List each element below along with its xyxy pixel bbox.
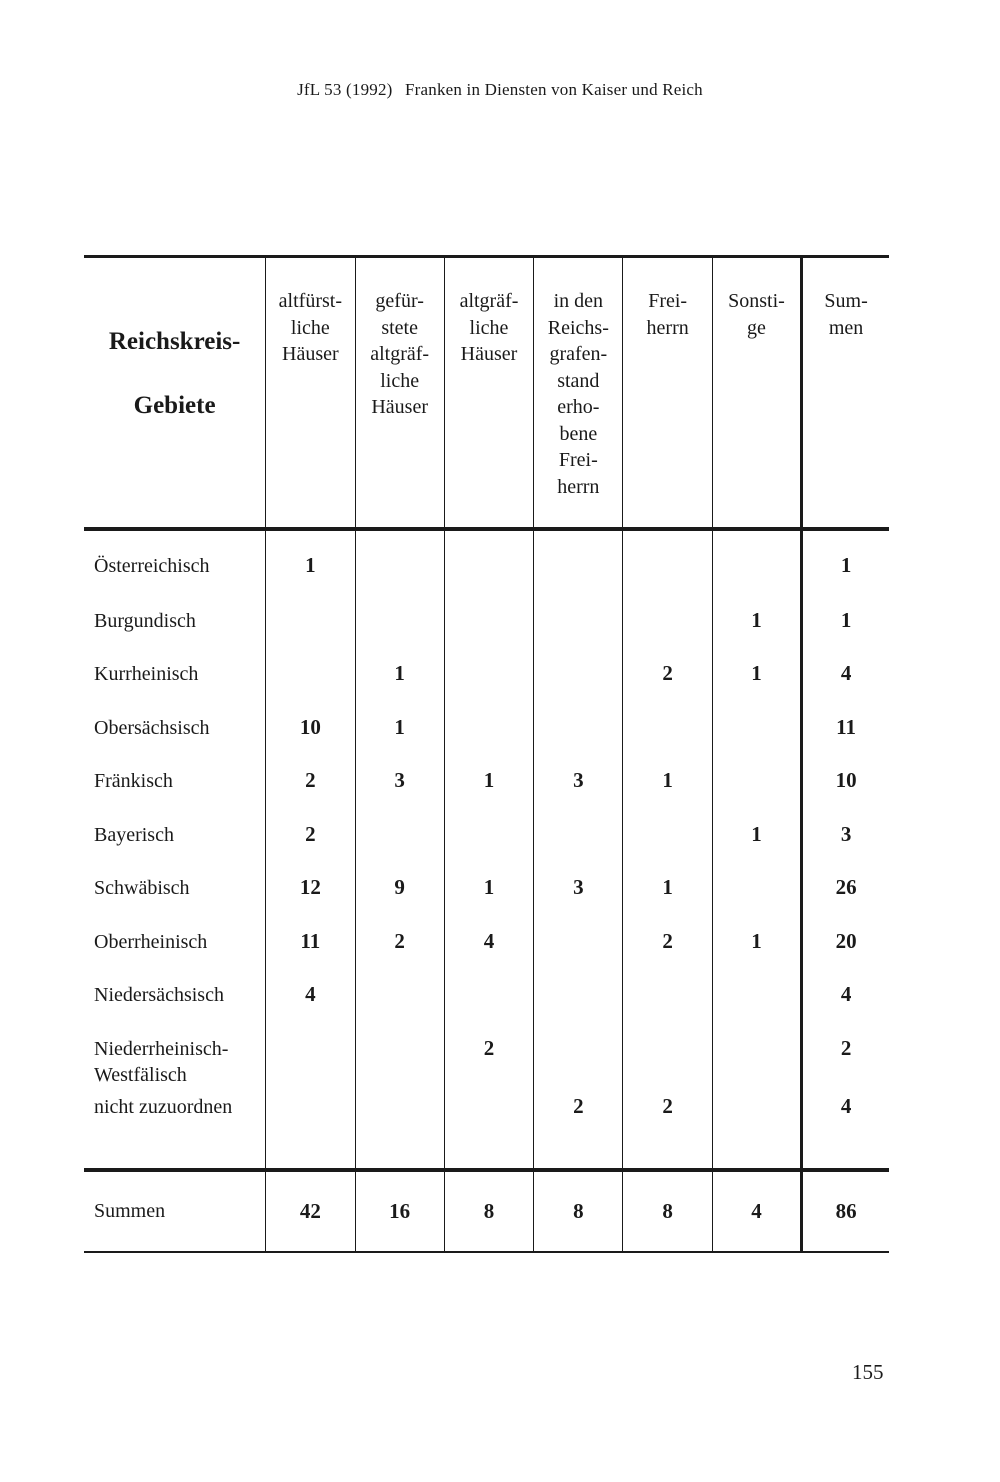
value-cell <box>534 818 623 872</box>
value-cell: 1 <box>623 764 712 818</box>
value-cell <box>444 529 533 604</box>
table-row <box>84 871 889 925</box>
value-cell <box>355 1090 444 1170</box>
value-cell <box>355 978 444 1032</box>
column-header-line: herrn <box>557 475 600 498</box>
region-name-line: Oberrheinisch <box>94 930 208 953</box>
value-cell: 2 <box>623 925 712 979</box>
table-row <box>84 925 889 979</box>
value-cell: 10 <box>266 711 355 765</box>
value-cell: 1 <box>355 657 444 711</box>
value-cell <box>355 818 444 872</box>
column-header-line: grafen- <box>549 343 608 365</box>
region-column-header <box>84 257 266 529</box>
region-name-line: Bayerisch <box>94 823 174 846</box>
column-header-line: in den <box>553 290 604 312</box>
value-cell: 2 <box>623 1090 712 1170</box>
region-name <box>84 711 266 765</box>
column-header-line: Reichs- <box>547 316 609 339</box>
column-header <box>623 257 712 529</box>
value-cell <box>355 1032 444 1090</box>
region-name-line: Niederrheinisch- <box>94 1037 229 1060</box>
value-cell: 11 <box>266 925 355 979</box>
column-header-line: Frei- <box>648 290 688 312</box>
value-cell: 4 <box>266 978 355 1032</box>
running-head <box>0 80 1000 100</box>
column-header-line: Sum- <box>824 290 868 312</box>
column-header-line: ge <box>747 316 766 339</box>
column-header <box>802 257 889 529</box>
value-cell <box>534 1032 623 1090</box>
table-row <box>84 529 889 604</box>
value-cell <box>534 978 623 1032</box>
table-row <box>84 657 889 711</box>
value-cell <box>712 978 801 1032</box>
value-cell: 9 <box>355 871 444 925</box>
column-header-line: erho- <box>557 396 600 418</box>
value-cell <box>355 604 444 658</box>
row-sum-cell: 4 <box>802 657 889 711</box>
column-header-line: liche <box>380 369 420 392</box>
value-cell: 12 <box>266 871 355 925</box>
region-header-line: Reichskreis- <box>108 328 241 355</box>
total-cell: 8 <box>623 1170 712 1252</box>
row-sum-cell: 11 <box>802 711 889 765</box>
value-cell <box>444 711 533 765</box>
total-cell: 4 <box>712 1170 801 1252</box>
region-name <box>84 1090 266 1170</box>
column-header-line: Häuser <box>460 343 518 365</box>
totals-label: Summen <box>84 1170 266 1252</box>
value-cell: 2 <box>534 1090 623 1170</box>
value-cell: 2 <box>444 1032 533 1090</box>
table-header-row <box>84 257 889 529</box>
value-cell <box>712 1032 801 1090</box>
region-name-line: Westfälisch <box>94 1063 187 1086</box>
region-name <box>84 657 266 711</box>
row-sum-cell: 1 <box>802 604 889 658</box>
region-name <box>84 764 266 818</box>
region-name-line: Burgundisch <box>94 609 196 632</box>
row-sum-cell: 10 <box>802 764 889 818</box>
row-sum-cell: 26 <box>802 871 889 925</box>
column-header <box>355 257 444 529</box>
table-row <box>84 604 889 658</box>
value-cell <box>444 657 533 711</box>
region-name <box>84 529 266 604</box>
column-header-line: liche <box>290 316 330 339</box>
value-cell: 3 <box>534 871 623 925</box>
value-cell: 1 <box>355 711 444 765</box>
value-cell: 1 <box>444 871 533 925</box>
value-cell <box>623 711 712 765</box>
value-cell <box>534 711 623 765</box>
column-header <box>712 257 801 529</box>
value-cell <box>712 764 801 818</box>
grand-total-cell: 86 <box>802 1170 889 1252</box>
statistics-table <box>84 255 889 1253</box>
column-header-line: Häuser <box>371 396 428 418</box>
row-sum-cell: 3 <box>802 818 889 872</box>
value-cell: 1 <box>623 871 712 925</box>
column-header-line: men <box>828 316 864 339</box>
value-cell <box>623 529 712 604</box>
value-cell <box>534 657 623 711</box>
table-row <box>84 978 889 1032</box>
region-name <box>84 604 266 658</box>
region-name-line: Schwäbisch <box>94 877 190 899</box>
table-row <box>84 818 889 872</box>
table-row <box>84 1032 889 1090</box>
column-header-line: herrn <box>646 316 689 339</box>
value-cell: 1 <box>712 657 801 711</box>
value-cell: 2 <box>355 925 444 979</box>
column-header-line: stand <box>557 369 600 392</box>
table-row <box>84 711 889 765</box>
region-name-line: Fränkisch <box>94 770 173 792</box>
column-header-line: Sonsti- <box>728 290 785 312</box>
total-cell: 8 <box>534 1170 623 1252</box>
value-cell <box>623 978 712 1032</box>
region-name <box>84 1032 266 1090</box>
region-name <box>84 871 266 925</box>
table-body <box>84 529 889 1170</box>
region-name-line: nicht zuzuordnen <box>94 1095 233 1118</box>
value-cell: 1 <box>712 604 801 658</box>
value-cell <box>623 818 712 872</box>
value-cell <box>712 871 801 925</box>
article-title: Franken in Diensten von Kaiser und Reich <box>405 80 703 99</box>
value-cell: 1 <box>712 925 801 979</box>
value-cell <box>266 1032 355 1090</box>
value-cell: 4 <box>444 925 533 979</box>
region-name-line: Niedersächsisch <box>94 984 224 1006</box>
value-cell <box>266 1090 355 1170</box>
column-header <box>534 257 623 529</box>
column-header-line: altgräf- <box>459 290 519 312</box>
row-sum-cell: 20 <box>802 925 889 979</box>
column-header-line: bene <box>559 422 598 445</box>
column-header-line: Häuser <box>282 343 339 365</box>
value-cell: 3 <box>355 764 444 818</box>
region-name-line: Österreichisch <box>94 554 210 577</box>
column-header-line: altfürst- <box>278 290 342 312</box>
region-header-line: Gebiete <box>133 392 216 419</box>
value-cell <box>444 818 533 872</box>
value-cell: 1 <box>444 764 533 818</box>
region-name <box>84 818 266 872</box>
row-sum-cell: 4 <box>802 1090 889 1170</box>
value-cell <box>534 529 623 604</box>
row-sum-cell: 2 <box>802 1032 889 1090</box>
column-header-line: liche <box>469 316 509 339</box>
column-header-line: stete <box>381 316 418 339</box>
value-cell <box>712 529 801 604</box>
value-cell <box>266 657 355 711</box>
value-cell <box>444 604 533 658</box>
value-cell <box>712 1090 801 1170</box>
region-name <box>84 925 266 979</box>
value-cell <box>444 978 533 1032</box>
value-cell: 1 <box>266 529 355 604</box>
value-cell <box>534 604 623 658</box>
region-name <box>84 978 266 1032</box>
total-cell: 16 <box>355 1170 444 1252</box>
total-cell: 42 <box>266 1170 355 1252</box>
journal-reference: JfL 53 (1992) <box>297 80 393 99</box>
value-cell <box>623 604 712 658</box>
value-cell <box>444 1090 533 1170</box>
column-header-line: Frei- <box>558 449 598 471</box>
value-cell <box>534 925 623 979</box>
table-row <box>84 1090 889 1170</box>
column-header <box>444 257 533 529</box>
region-name-line: Obersächsisch <box>94 716 210 739</box>
total-cell: 8 <box>444 1170 533 1252</box>
value-cell <box>266 604 355 658</box>
value-cell: 1 <box>712 818 801 872</box>
table-row <box>84 764 889 818</box>
column-header <box>266 257 355 529</box>
column-header-line: gefür- <box>375 290 424 312</box>
value-cell: 2 <box>266 818 355 872</box>
row-sum-cell: 1 <box>802 529 889 604</box>
value-cell <box>623 1032 712 1090</box>
column-header-line: altgräf- <box>370 343 430 365</box>
value-cell <box>712 711 801 765</box>
value-cell <box>355 529 444 604</box>
value-cell: 3 <box>534 764 623 818</box>
region-name-line: Kurrheinisch <box>94 663 199 685</box>
page-number: 155 <box>852 1360 884 1384</box>
value-cell: 2 <box>623 657 712 711</box>
value-cell: 2 <box>266 764 355 818</box>
totals-row <box>84 1170 889 1252</box>
row-sum-cell: 4 <box>802 978 889 1032</box>
